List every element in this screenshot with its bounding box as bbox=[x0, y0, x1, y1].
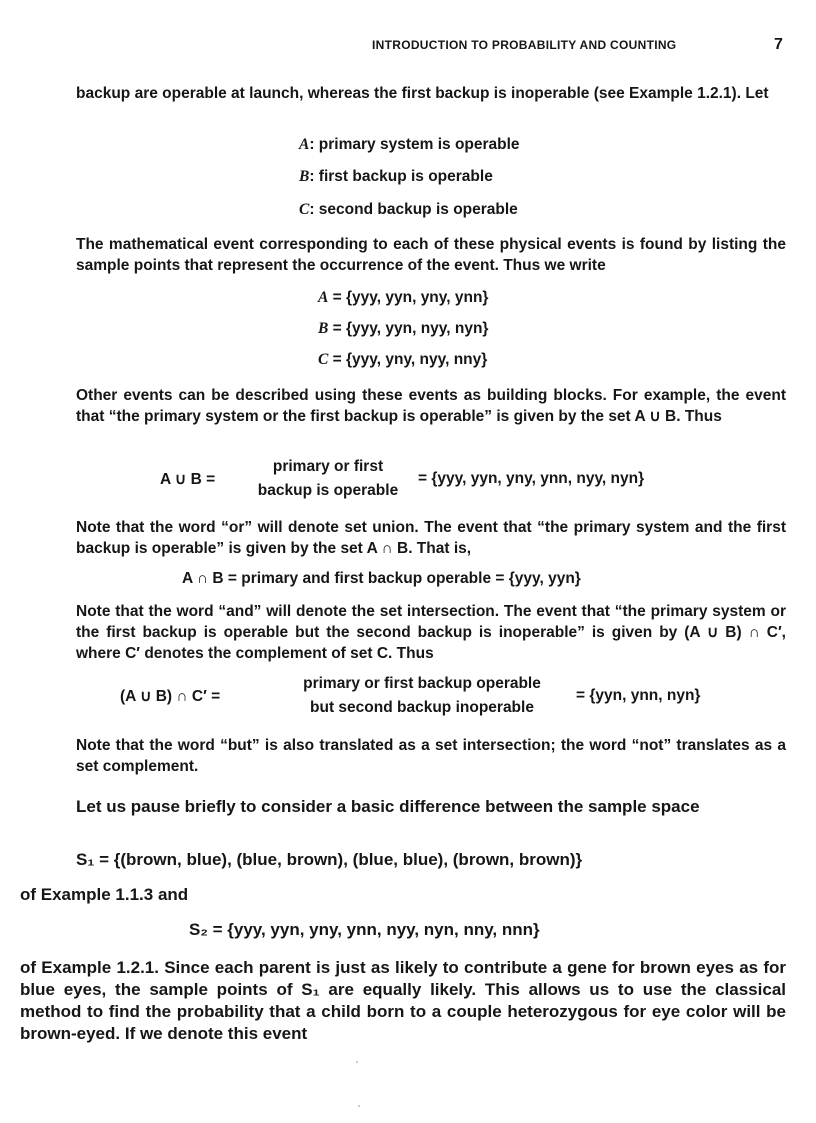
paragraph-example-113: of Example 1.1.3 and bbox=[20, 885, 189, 904]
event-b-definition bbox=[299, 168, 493, 186]
event-b-var: B bbox=[299, 168, 310, 185]
page-number: 7 bbox=[774, 36, 783, 53]
set-a-lhs: A bbox=[318, 289, 329, 306]
complement-equation-bottom: but second backup inoperable bbox=[310, 699, 534, 716]
paragraph-backup-intro: backup are operable at launch, whereas the first backup is inoperable (see Example 1.2.1). Let bbox=[76, 85, 769, 102]
sample-space-s2: S₂ = {yyy, yyn, yny, ynn, nyy, nyn, nny, nnn} bbox=[189, 920, 540, 939]
paragraph-classical-method: of Example 1.2.1. Since each parent is just as likely to contribute a gene for brown eyes as for blue eyes, the sample points of S₁ are equally likely. This allows us to use the classical method to find the probability that a child born to a couple heterozygous for eye color will be brown-eyed. If we denote this event bbox=[20, 958, 786, 1043]
union-equation-lhs: A ∪ B = bbox=[160, 471, 216, 488]
set-c bbox=[318, 351, 487, 369]
set-c-rhs: = {yyy, yny, nyy, nny} bbox=[332, 351, 488, 368]
event-c-var: C bbox=[299, 201, 310, 218]
event-c-definition bbox=[299, 201, 518, 219]
set-a-rhs: = {yyy, yyn, yny, ynn} bbox=[332, 289, 489, 306]
set-b-rhs: = {yyy, yyn, nyy, nyn} bbox=[332, 320, 489, 337]
scan-speck bbox=[358, 1105, 360, 1107]
set-b bbox=[318, 320, 488, 338]
intersection-equation: A ∩ B = primary and first backup operable = {yyy, yyn} bbox=[182, 570, 581, 587]
paragraph-pause-briefly bbox=[20, 796, 786, 818]
scan-speck bbox=[356, 1061, 358, 1063]
complement-equation-top: primary or first backup operable bbox=[303, 675, 541, 692]
pause-text: Let us pause briefly to consider a basic difference between the sample space bbox=[76, 797, 700, 816]
paragraph-but-not: Note that the word “but” is also translated as a set intersection; the word “not” translates as a set complement. bbox=[76, 737, 786, 775]
set-c-lhs: C bbox=[318, 351, 329, 368]
paragraph-and-intersection: Note that the word “and” will denote the set intersection. The event that “the primary system or the first backup is operable but the second backup is inoperable” is given by (A ∪ B) ∩ C′, where C′ denotes the complement of set C. Thus bbox=[76, 603, 786, 662]
union-equation-rhs: = {yyy, yyn, yny, ynn, nyy, nyn} bbox=[418, 470, 645, 487]
paragraph-mathematical-event: The mathematical event corresponding to each of these physical events is found by listing the sample points that represent the occurrence of the event. Thus we write bbox=[76, 236, 786, 274]
event-a-desc: : primary system is operable bbox=[309, 136, 520, 153]
paragraph-building-blocks: Other events can be described using these events as building blocks. For example, the event that “the primary system or the first backup is operable” is given by the set A ∪ B. Thus bbox=[76, 387, 786, 425]
event-c-desc: : second backup is operable bbox=[309, 201, 518, 218]
complement-equation-lhs: (A ∪ B) ∩ C′ = bbox=[120, 688, 221, 705]
complement-equation-rhs: = {yyn, ynn, nyn} bbox=[576, 687, 701, 704]
paragraph-or-union: Note that the word “or” will denote set union. The event that “the primary system and the first backup is operable” is given by the set A ∩ B. That is, bbox=[76, 519, 786, 557]
union-equation-bottom: backup is operable bbox=[257, 482, 399, 499]
event-a-var: A bbox=[299, 136, 310, 153]
event-a-definition bbox=[299, 136, 520, 154]
event-b-desc: : first backup is operable bbox=[309, 168, 493, 185]
running-head: INTRODUCTION TO PROBABILITY AND COUNTING bbox=[372, 38, 677, 52]
set-b-lhs: B bbox=[318, 320, 329, 337]
set-a bbox=[318, 289, 488, 307]
union-equation-top: primary or first bbox=[272, 458, 384, 475]
sample-space-s1: S₁ = {(brown, blue), (blue, brown), (blue, blue), (brown, brown)} bbox=[76, 850, 583, 869]
